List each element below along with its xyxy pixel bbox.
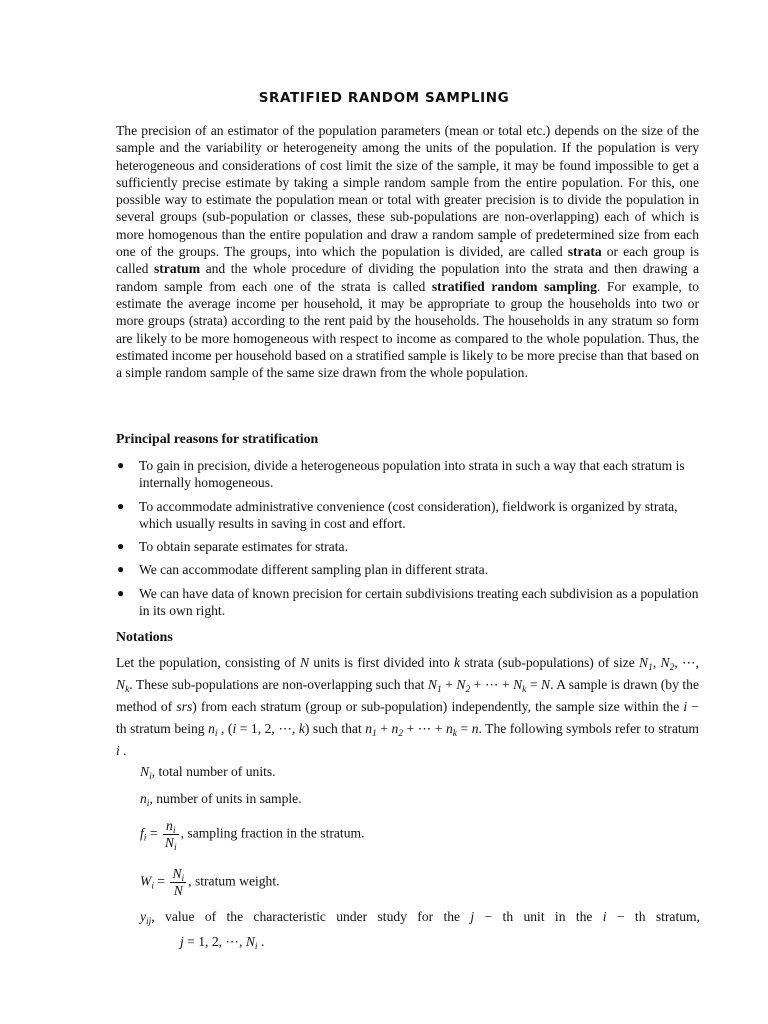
symbol-yij: $y_{ij}$, value of the characteristic under study for the j − th unit in the i − th stratum, (140, 909, 701, 927)
symbol-fi: $f_i$ = $\frac{n_i}{N_i}$ , sampling fraction in the stratum. (140, 818, 365, 853)
list-item: ● To gain in precision, divide a heterogeneous population into strata in such a way that each stratum is internally homogeneous. (117, 458, 685, 491)
bullet-icon: ● (117, 539, 125, 554)
reasons-list (116, 457, 699, 625)
symbol-ni: $n_i$, number of units in sample. (140, 791, 302, 809)
list-item: ● To accommodate administrative convenience (cost consideration), fieldwork is organized by strata, which usually results in saving in cost and effort. (117, 498, 678, 531)
bullet-icon: ● (117, 498, 125, 513)
term-strata: strata (567, 244, 602, 260)
list-item: ● We can accommodate different sampling plan in different strata. (117, 562, 489, 578)
reasons-heading: Principal reasons for stratification (116, 431, 319, 446)
document-title: SRATIFIED RANDOM SAMPLING (258, 90, 510, 106)
fraction-fi: $\frac{n_i}{N_i}$ (164, 818, 177, 853)
symbol-Ni: $N_i$, total number of units. (140, 764, 276, 782)
intro-paragraph: The precision of an estimator of the population parameters (mean or total etc.) depends on the size of the sample and the variability or heterogeneity among the units of the population. If the population is very heterogeneous and considerations of cost limit the size of the sample, it may be found impossible to get a sufficiently precise estimate by taking a simple random sample from the entire population. For this, one possible way to estimate the population mean or total with greater precision is to divide the population in several groups (sub-population or classes, these sub-populations are non-overlapping) each of which is more homogenous than the entire population and draw a random sample of predetermined size from each one of the groups. The groups, into which the population is divided, are called strata or each group is called stratum and the whole procedure of dividing the population into the strata and then drawing a random sample from each one of the strata is called stratified random sampling. For example, to estimate the average income per household, it may be appropriate to group the households into two or more groups (strata) according to the rent paid by the households. The households in any stratum so form are likely to be more homogeneous with respect to income as compared to the whole population. Thus, the estimated income per household based on a stratified sample is likely to be more precise than that based on a simple random sample of the same size drawn from the whole population. (116, 123, 699, 381)
fraction-Wi: $\frac{N_i}{N}$ (172, 866, 185, 898)
term-stratum: stratum (153, 261, 201, 277)
list-item: ● To obtain separate estimates for strata. (117, 539, 348, 555)
notations-heading: Notations (116, 629, 173, 644)
list-item: ● We can have data of known precision for certain subdivisions treating each subdivision as a population in its own right. (117, 585, 699, 619)
notations-paragraph: Let the population, consisting of N units is first divided into k strata (sub-populations) of size $N_1$, $N_2$, ⋯, $N_k$. These sub-populations are non-overlapping such that $N_1 + N_2$ + ⋯ + $N_k = N$. A sample is drawn (by the method of srs) from each stratum (group or sub-population) independently, the sample size within the i − th stratum being $n_i$ , (i = 1, 2, ⋯, k) such that $n_1 + n_2$ + ⋯ + $n_k = n$. The following symbols refer to stratum i . (116, 655, 700, 758)
bullet-icon: ● (117, 562, 125, 577)
bullet-icon: ● (117, 585, 125, 600)
term-stratified-random-sampling: stratified random sampling (431, 278, 597, 294)
bullet-icon: ● (117, 458, 125, 472)
symbol-j-range: j = 1, 2, ⋯, $N_i$ . (180, 934, 265, 952)
symbol-Wi: $W_i$ = $\frac{N_i}{N}$ , stratum weight. (140, 866, 280, 898)
